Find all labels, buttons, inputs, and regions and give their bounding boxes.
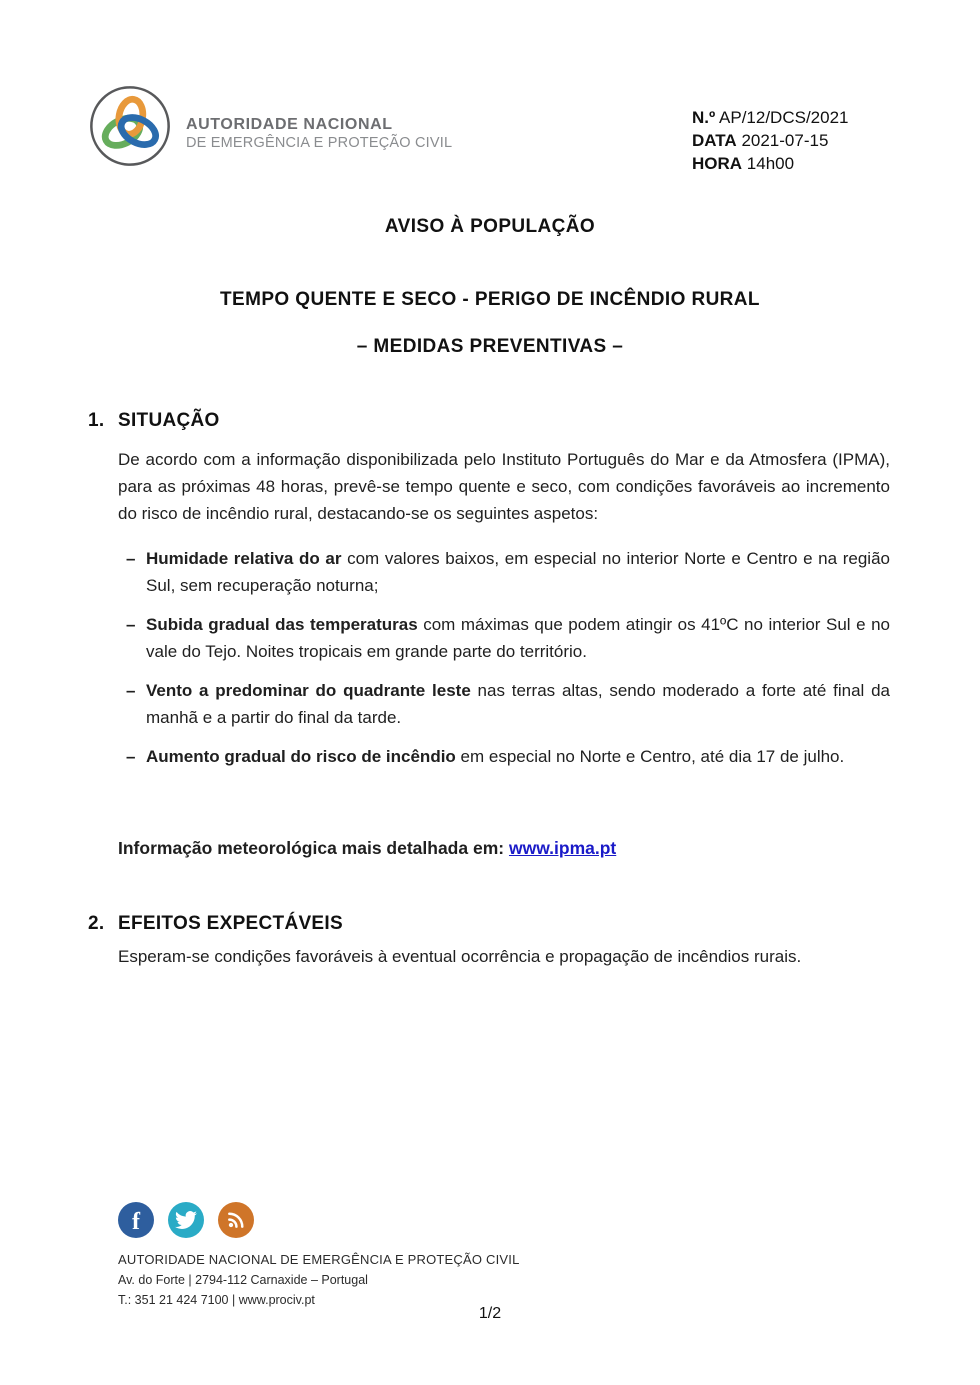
org-name-line2: DE EMERGÊNCIA E PROTEÇÃO CIVIL [186,134,453,151]
doc-time-value: 14h00 [746,154,795,173]
doc-time [692,152,848,175]
section1-heading [88,410,890,432]
page-number: 1/2 [478,1305,502,1322]
bullet-text: Subida gradual das temperaturas com máximas que podem atingir os 41ºC no interior Sul e no vale do Tejo. Noites tropicais em grande parte do território. [146,615,890,661]
bullet-text: Vento a predominar do quadrante leste nas terras altas, sendo moderado a forte até final da manhã e a partir do final da tarde. [146,681,890,727]
twitter-icon[interactable] [168,1202,204,1238]
org-name [186,102,452,151]
social-links [118,1202,254,1238]
bullet-text: Aumento gradual do risco de incêndio em especial no Norte e Centro, até dia 17 de julho. [146,747,845,766]
ipma-link[interactable]: www.ipma.pt [508,838,617,858]
page-title: AVISO À POPULAÇÃO [384,216,596,237]
bullet-dash: – [126,615,136,634]
doc-date [692,129,848,152]
doc-date-value: 2021-07-15 [741,131,829,150]
weather-info-label: Informação meteorológica mais detalhada em: [118,838,505,858]
facebook-icon[interactable]: f [118,1202,154,1238]
footer-org-name: AUTORIDADE NACIONAL DE EMERGÊNCIA E PROTEÇÃO CIVIL [118,1252,520,1267]
doc-number-value: AP/12/DCS/2021 [719,108,849,127]
rss-icon[interactable] [218,1202,254,1238]
section2-number: 2. [88,913,105,934]
subtitle: – MEDIDAS PREVENTIVAS – [356,336,624,357]
list-item [126,677,890,731]
doc-time-label: HORA [692,154,743,173]
footer-phone: T.: 351 21 424 7100 | www.prociv.pt [118,1293,315,1307]
section1-intro: De acordo com a informação disponibilizada pelo Instituto Português do Mar e da Atmosfera (IPMA), para as próximas 48 horas, prevê-se tempo quente e seco, com condições favoráveis ao incremento do risco de incêndio rural, destacando-se os seguintes aspetos: [118,450,890,523]
org-name-line1: AUTORIDADE NACIONAL [186,115,393,133]
list-item [126,611,890,665]
section1-number: 1. [88,410,105,431]
bullet-dash: – [126,681,136,700]
org-logo [88,84,452,168]
footer [118,1252,520,1307]
bullet-list [126,545,890,770]
list-item [126,545,890,599]
bullet-dash: – [126,747,136,766]
section2-body: Esperam-se condições favoráveis à eventual ocorrência e propagação de incêndios rurais. [118,947,802,966]
document-body [88,410,890,970]
doc-number [692,106,848,129]
section2-heading [88,913,890,935]
doc-date-label: DATA [692,131,737,150]
bullet-text: Humidade relativa do ar com valores baixos, em especial no interior Norte e Centro e na região Sul, sem recuperação noturna; [146,549,890,595]
footer-address: Av. do Forte | 2794-112 Carnaxide – Portugal [118,1273,368,1287]
bullet-dash: – [126,549,136,568]
doc-number-label: N.º [692,108,716,127]
document-meta [692,106,848,175]
section2 [88,913,890,970]
section1-title: SITUAÇÃO [118,410,220,431]
section2-title: EFEITOS EXPECTÁVEIS [118,913,343,934]
trefoil-logo-icon [88,84,172,168]
weather-info-line [118,838,890,859]
list-item [126,743,890,770]
subject-title: TEMPO QUENTE E SECO - PERIGO DE INCÊNDIO RURAL [220,289,760,310]
